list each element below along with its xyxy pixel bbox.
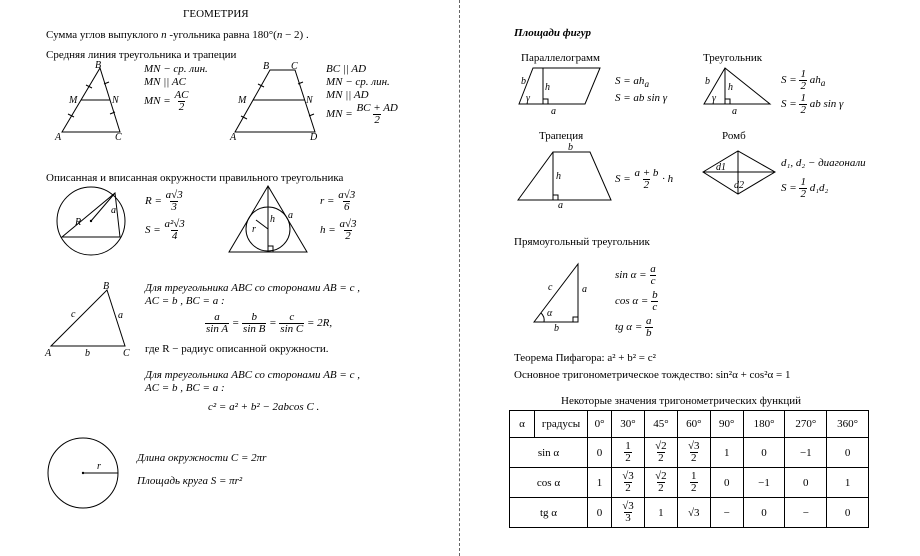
areas-title: Площади фигур <box>514 27 591 39</box>
svg-text:d2: d2 <box>734 180 744 191</box>
angle-sum-text: Сумма углов выпуклого n -угольника равна 180°(n − 2) . <box>46 29 309 41</box>
trap-midline-l2: MN − ср. лин. <box>326 76 390 88</box>
svg-text:γ: γ <box>526 93 530 104</box>
svg-text:c: c <box>71 309 76 320</box>
svg-text:b: b <box>554 323 559 334</box>
trap-midline-l3: MN || AD <box>326 89 369 101</box>
sines-l2: AC = b , BC = a : <box>145 295 225 307</box>
svg-text:a: a <box>582 284 587 295</box>
tri-midline-formula: MN = $\frac{AC}{2}$ <box>144 89 189 113</box>
table-header-cell: 90° <box>710 411 743 438</box>
table-row <box>510 438 869 468</box>
parallelogram-f2: S = ab sin γ <box>615 92 668 104</box>
row-label: tg α <box>510 498 588 528</box>
table-header-cell: 180° <box>743 411 785 438</box>
cosines-l2: AC = b , BC = a : <box>145 382 225 394</box>
cosines-l1: Для треугольника ABC со сторонами AB = c , <box>145 369 360 381</box>
svg-text:R: R <box>75 217 82 228</box>
svg-text:γ: γ <box>712 93 716 104</box>
table-cell: $\frac{1}{2}$ <box>677 468 710 498</box>
svg-text:a: a <box>288 210 293 221</box>
table-header-cell: α <box>510 411 535 438</box>
svg-text:h: h <box>556 171 561 182</box>
table-cell: 0 <box>710 468 743 498</box>
row-label: sin α <box>510 438 588 468</box>
table-header-cell: 360° <box>827 411 869 438</box>
table-cell: − <box>785 498 827 528</box>
svg-text:M: M <box>238 95 247 106</box>
table-header-cell: 270° <box>785 411 827 438</box>
svg-text:B: B <box>263 61 270 72</box>
tri-midline-l2: MN || AC <box>144 76 186 88</box>
svg-text:A: A <box>55 132 62 143</box>
table-cell: 1 <box>644 498 677 528</box>
svg-text:N: N <box>306 95 313 106</box>
table-cell: − <box>710 498 743 528</box>
triangle-label: Треугольник <box>703 52 763 64</box>
table-cell: 0 <box>743 438 785 468</box>
right-triangle-diagram <box>530 260 600 335</box>
table-cell: 1 <box>710 438 743 468</box>
svg-text:N: N <box>112 95 119 106</box>
midline-title: Средняя линия треугольника и трапеции <box>46 49 237 61</box>
svg-text:C: C <box>291 61 298 72</box>
svg-text:b: b <box>705 76 710 87</box>
svg-text:r: r <box>252 224 256 235</box>
circ-R-formula: R = $\frac{a√3}{3}$ <box>145 189 183 213</box>
table-row <box>510 498 869 528</box>
triangle-area-diagram <box>700 64 780 117</box>
table-header-row <box>510 411 869 438</box>
table-cell: $\frac{√2}{2}$ <box>644 468 677 498</box>
table-row <box>510 468 869 498</box>
table-cell: $\frac{√2}{2}$ <box>644 438 677 468</box>
circle-diagram <box>45 436 135 516</box>
rhombus-formula: S = $\frac{1}{2}$ d₁d₂ <box>781 176 829 200</box>
svg-text:h: h <box>270 214 275 225</box>
table-cell: 0 <box>785 468 827 498</box>
svg-text:b: b <box>521 76 526 87</box>
trig-values-table <box>509 410 869 528</box>
table-header-cell: 60° <box>677 411 710 438</box>
svg-text:B: B <box>103 281 110 292</box>
circumscribed-circle-diagram <box>55 185 135 265</box>
svg-text:α: α <box>547 308 553 319</box>
svg-text:a: a <box>551 106 556 117</box>
parallelogram-label: Параллелограмм <box>521 52 600 64</box>
midline-triangle-diagram <box>55 62 135 142</box>
midline-trapezoid-diagram <box>230 62 330 142</box>
table-cell: 0 <box>827 438 869 468</box>
circle-area: Площадь круга S = πr² <box>137 475 243 487</box>
svg-text:b: b <box>85 348 90 359</box>
svg-text:a: a <box>732 106 737 117</box>
table-cell: $\frac{1}{2}$ <box>612 438 645 468</box>
table-cell: −1 <box>785 438 827 468</box>
table-header-cell: градусы <box>535 411 588 438</box>
svg-text:C: C <box>115 132 122 143</box>
tan-def: tg α = $\frac{a}{b}$ <box>615 315 652 339</box>
trig-identity: Основное тригонометрическое тождество: sin²α + cos²α = 1 <box>514 369 791 381</box>
rhombus-label: Ромб <box>722 130 746 142</box>
sines-l1: Для треугольника ABC со сторонами AB = c , <box>145 282 360 294</box>
triangle-f1: S = $\frac{1}{2}$ $ah_a$ <box>781 68 826 92</box>
svg-text:b: b <box>568 142 573 153</box>
svg-text:a: a <box>111 205 116 216</box>
parallelogram-diagram <box>515 64 615 117</box>
table-cell: 1 <box>588 468 612 498</box>
svg-text:a: a <box>558 200 563 211</box>
circ-S-formula: S = $\frac{\text{a²√3}}{4}$ <box>145 218 185 242</box>
table-cell: $\frac{√3}{2}$ <box>677 438 710 468</box>
law-of-sines-formula: $\frac{a}{\text{sin A}}$ = $\frac{b}{\text{sin B}}$ = $\frac{c}{\text{sin C}}$ = 2R, <box>206 311 333 335</box>
svg-text:r: r <box>97 461 101 472</box>
trig-table-title: Некоторые значения тригонометрических функций <box>561 395 802 407</box>
parallelogram-f1: $S = ah_a$ <box>615 75 650 90</box>
table-cell: 0 <box>588 438 612 468</box>
svg-text:D: D <box>310 132 318 143</box>
svg-text:A: A <box>230 132 237 143</box>
table-cell: 0 <box>827 498 869 528</box>
table-cell: 0 <box>588 498 612 528</box>
right-triangle-title: Прямоугольный треугольник <box>514 236 650 248</box>
table-header-cell: 0° <box>588 411 612 438</box>
table-cell: $\frac{√3}{2}$ <box>612 468 645 498</box>
triangle-f2: S = $\frac{1}{2}$ ab sin γ <box>781 92 844 116</box>
svg-text:M: M <box>69 95 78 106</box>
trap-midline-l1: BC || AD <box>326 63 367 75</box>
page-title: ГЕОМЕТРИЯ <box>183 8 249 20</box>
svg-text:a: a <box>118 310 123 321</box>
svg-text:A: A <box>45 348 52 359</box>
sines-l3: где R − радиус описанной окружности. <box>145 343 329 355</box>
svg-text:h: h <box>545 82 550 93</box>
table-cell: √3 <box>677 498 710 528</box>
trapezoid-label: Трапеция <box>539 130 584 142</box>
rhombus-diagonals: d₁, d₂ − диагонали <box>781 157 866 169</box>
tri-midline-l1: MN − ср. лин. <box>144 63 208 75</box>
svg-text:d1: d1 <box>716 162 726 173</box>
table-cell: 0 <box>743 498 785 528</box>
pythagoras: Теорема Пифагора: a² + b² = c² <box>514 352 656 364</box>
circles-title: Описанная и вписанная окружности правильного треугольника <box>46 172 344 184</box>
svg-text:c: c <box>548 282 553 293</box>
circle-length: Длина окружности C = 2πr <box>137 452 267 464</box>
table-cell: 1 <box>827 468 869 498</box>
svg-text:h: h <box>728 82 733 93</box>
table-cell: −1 <box>743 468 785 498</box>
table-cell: $\frac{√3}{3}$ <box>612 498 645 528</box>
cos-def: cos α = $\frac{b}{c}$ <box>615 289 658 313</box>
row-label: cos α <box>510 468 588 498</box>
circ-h-formula: h = $\frac{a√3}{2}$ <box>320 218 357 242</box>
page-divider <box>459 0 460 556</box>
svg-text:B: B <box>95 60 102 71</box>
rhombus-diagram <box>700 148 780 198</box>
trapezoid-formula: S = $\frac{a + b}{2}$ · h <box>615 167 674 191</box>
table-header-cell: 30° <box>612 411 645 438</box>
circ-r-formula: r = $\frac{a√3}{6}$ <box>320 189 356 213</box>
trap-midline-formula: MN = $\frac{BC + AD}{2}$ <box>326 102 398 126</box>
trapezoid-area-diagram <box>515 142 615 211</box>
table-header-cell: 45° <box>644 411 677 438</box>
sin-def: sin α = $\frac{a}{c}$ <box>615 263 656 287</box>
law-of-cosines-formula: c² = a² + b² − 2abcos C . <box>208 401 320 413</box>
inscribed-circle-diagram <box>225 182 315 262</box>
svg-text:C: C <box>123 348 130 359</box>
general-triangle-diagram <box>45 280 135 360</box>
